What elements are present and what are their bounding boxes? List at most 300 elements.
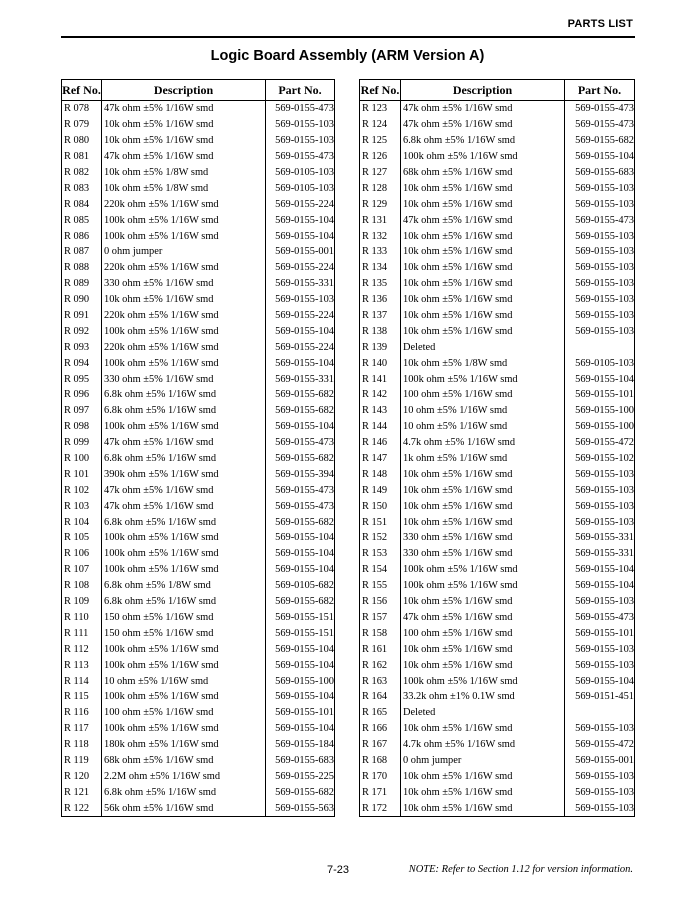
table-row xyxy=(360,721,635,737)
ref-cell: R 098 xyxy=(62,419,102,435)
description-cell: 220k ohm ±5% 1/16W smd xyxy=(102,339,266,355)
part-number-cell: 569-0155-103 xyxy=(575,468,634,480)
description-cell: 10 ohm ±5% 1/16W smd xyxy=(401,419,565,435)
ref-cell: R 162 xyxy=(360,657,401,673)
description-cell: 10k ohm ±5% 1/16W smd xyxy=(401,260,565,276)
description-cell: 47k ohm ±5% 1/16W smd xyxy=(102,149,266,165)
description-cell: 150 ohm ±5% 1/16W smd xyxy=(102,625,266,641)
part-number-cell: 569-0155-001 xyxy=(575,754,634,766)
table-row xyxy=(360,784,635,800)
part-number-cell: 569-0155-104 xyxy=(575,580,634,592)
description-cell: 100k ohm ±5% 1/16W smd xyxy=(102,530,266,546)
part-number-cell: 569-0105-103 xyxy=(275,182,334,194)
table-row xyxy=(62,165,335,181)
ref-cell: R 123 xyxy=(360,101,401,117)
description-cell: 150 ohm ±5% 1/16W smd xyxy=(102,610,266,626)
description-cell: 6.8k ohm ±5% 1/16W smd xyxy=(102,594,266,610)
col-header-part: Part No. xyxy=(266,80,335,101)
table-row xyxy=(360,101,635,117)
ref-cell: R 124 xyxy=(360,117,401,133)
table-row xyxy=(62,737,335,753)
part-number-cell: 569-0155-104 xyxy=(275,548,334,560)
description-cell: 10k ohm ±5% 1/16W smd xyxy=(401,276,565,292)
part-number-cell: 569-0155-563 xyxy=(275,802,334,814)
ref-cell: R 118 xyxy=(62,737,102,753)
description-cell: 220k ohm ±5% 1/16W smd xyxy=(102,308,266,324)
description-cell: 100k ohm ±5% 1/16W smd xyxy=(401,371,565,387)
part-number-cell: 569-0155-103 xyxy=(575,310,634,322)
description-cell: 220k ohm ±5% 1/16W smd xyxy=(102,196,266,212)
ref-cell: R 082 xyxy=(62,165,102,181)
part-number-cell: 569-0155-473 xyxy=(575,611,634,623)
ref-cell: R 161 xyxy=(360,641,401,657)
description-cell: 10k ohm ±5% 1/16W smd xyxy=(401,514,565,530)
part-number-cell: 569-0155-100 xyxy=(575,405,634,417)
description-cell: 10k ohm ±5% 1/16W smd xyxy=(401,466,565,482)
ref-cell: R 092 xyxy=(62,323,102,339)
table-row xyxy=(360,673,635,689)
description-cell: 10k ohm ±5% 1/16W smd xyxy=(401,180,565,196)
description-cell: 0 ohm jumper xyxy=(102,244,266,260)
table-row xyxy=(62,768,335,784)
description-cell: 47k ohm ±5% 1/16W smd xyxy=(102,482,266,498)
part-number-cell: 569-0155-104 xyxy=(575,675,634,687)
table-row xyxy=(62,689,335,705)
description-cell: 47k ohm ±5% 1/16W smd xyxy=(401,212,565,228)
description-cell: 68k ohm ±5% 1/16W smd xyxy=(102,753,266,769)
ref-cell: R 089 xyxy=(62,276,102,292)
ref-cell: R 117 xyxy=(62,721,102,737)
table-row xyxy=(62,482,335,498)
table-row xyxy=(62,403,335,419)
ref-cell: R 086 xyxy=(62,228,102,244)
description-cell: 330 ohm ±5% 1/16W smd xyxy=(401,530,565,546)
description-cell: 100k ohm ±5% 1/16W smd xyxy=(102,546,266,562)
part-number-cell: 569-0155-184 xyxy=(275,739,334,751)
part-number-cell: 569-0155-104 xyxy=(575,564,634,576)
table-row xyxy=(62,721,335,737)
table-row xyxy=(62,514,335,530)
table-row xyxy=(360,228,635,244)
table-row xyxy=(360,482,635,498)
table-row xyxy=(360,689,635,705)
table-row xyxy=(62,657,335,673)
description-cell: 6.8k ohm ±5% 1/16W smd xyxy=(401,133,565,149)
part-number-cell: 569-0155-104 xyxy=(275,357,334,369)
table-row xyxy=(62,371,335,387)
ref-cell: R 156 xyxy=(360,594,401,610)
table-row xyxy=(62,578,335,594)
part-number-cell: 569-0155-151 xyxy=(275,627,334,639)
part-number-cell: 569-0155-100 xyxy=(275,675,334,687)
ref-cell: R 113 xyxy=(62,657,102,673)
page-number: 7-23 xyxy=(327,864,350,876)
table-row xyxy=(62,641,335,657)
ref-cell: R 146 xyxy=(360,435,401,451)
ref-cell: R 152 xyxy=(360,530,401,546)
part-number-cell: 569-0155-101 xyxy=(575,389,634,401)
description-cell: 100k ohm ±5% 1/16W smd xyxy=(102,228,266,244)
description-cell: 100k ohm ±5% 1/16W smd xyxy=(102,657,266,673)
ref-cell: R 153 xyxy=(360,546,401,562)
ref-cell: R 149 xyxy=(360,482,401,498)
description-cell: 100k ohm ±5% 1/16W smd xyxy=(102,689,266,705)
description-cell: 56k ohm ±5% 1/16W smd xyxy=(102,800,266,816)
description-cell: 47k ohm ±5% 1/16W smd xyxy=(102,101,266,117)
table-row xyxy=(62,753,335,769)
footer-note: NOTE: Refer to Section 1.12 for version information. xyxy=(408,864,633,875)
table-row xyxy=(62,180,335,196)
part-number-cell xyxy=(565,339,635,355)
description-cell: 10k ohm ±5% 1/16W smd xyxy=(401,800,565,816)
description-cell: 33.2k ohm ±1% 0.1W smd xyxy=(401,689,565,705)
ref-cell: R 079 xyxy=(62,117,102,133)
table-row xyxy=(62,466,335,482)
description-cell: Deleted xyxy=(401,705,565,721)
part-number-cell: 569-0155-001 xyxy=(275,246,334,258)
col-header-description: Description xyxy=(102,80,266,101)
ref-cell: R 136 xyxy=(360,292,401,308)
ref-cell: R 090 xyxy=(62,292,102,308)
description-cell: 10k ohm ±5% 1/16W smd xyxy=(102,133,266,149)
ref-cell: R 155 xyxy=(360,578,401,594)
ref-cell: R 101 xyxy=(62,466,102,482)
table-row xyxy=(360,610,635,626)
ref-cell: R 148 xyxy=(360,466,401,482)
table-row xyxy=(62,530,335,546)
section-header: PARTS LIST xyxy=(567,18,633,30)
description-cell: 10k ohm ±5% 1/16W smd xyxy=(401,784,565,800)
part-number-cell: 569-0155-472 xyxy=(575,437,634,449)
part-number-cell: 569-0155-472 xyxy=(575,739,634,751)
description-cell: 10k ohm ±5% 1/8W smd xyxy=(102,180,266,196)
table-row xyxy=(62,101,335,117)
ref-cell: R 094 xyxy=(62,355,102,371)
ref-cell: R 139 xyxy=(360,339,401,355)
table-row xyxy=(360,753,635,769)
table-row xyxy=(360,657,635,673)
ref-cell: R 133 xyxy=(360,244,401,260)
right-table-body xyxy=(360,101,635,817)
part-number-cell: 569-0155-473 xyxy=(275,151,334,163)
table-row xyxy=(360,308,635,324)
table-row xyxy=(360,514,635,530)
table-row xyxy=(360,546,635,562)
ref-cell: R 151 xyxy=(360,514,401,530)
part-number-cell: 569-0155-683 xyxy=(575,167,634,178)
part-number-cell: 569-0155-224 xyxy=(275,198,334,210)
description-cell: 10k ohm ±5% 1/16W smd xyxy=(401,196,565,212)
part-number-cell: 569-0155-104 xyxy=(275,230,334,242)
part-number-cell: 569-0155-103 xyxy=(575,770,634,782)
page-title: Logic Board Assembly (ARM Version A) xyxy=(210,48,485,64)
ref-cell: R 157 xyxy=(360,610,401,626)
ref-cell: R 132 xyxy=(360,228,401,244)
table-row xyxy=(360,244,635,260)
part-number-cell: 569-0155-103 xyxy=(575,786,634,798)
table-row xyxy=(62,800,335,816)
part-number-cell: 569-0151-451 xyxy=(575,691,634,703)
table-row xyxy=(62,196,335,212)
description-cell: 330 ohm ±5% 1/16W smd xyxy=(102,276,266,292)
part-number-cell: 569-0155-473 xyxy=(575,214,634,226)
description-cell: 47k ohm ±5% 1/16W smd xyxy=(102,435,266,451)
ref-cell: R 116 xyxy=(62,705,102,721)
part-number-cell: 569-0155-103 xyxy=(575,198,634,210)
table-row xyxy=(62,419,335,435)
part-number-cell: 569-0155-103 xyxy=(575,596,634,608)
header-rule xyxy=(61,36,635,38)
ref-cell: R 115 xyxy=(62,689,102,705)
part-number-cell: 569-0155-103 xyxy=(275,119,334,131)
part-number-cell: 569-0155-103 xyxy=(575,262,634,274)
ref-cell: R 085 xyxy=(62,212,102,228)
description-cell: 10k ohm ±5% 1/16W smd xyxy=(102,292,266,308)
part-number-cell: 569-0105-103 xyxy=(275,167,334,178)
description-cell: 47k ohm ±5% 1/16W smd xyxy=(401,101,565,117)
table-row xyxy=(360,133,635,149)
description-cell: 10k ohm ±5% 1/8W smd xyxy=(102,165,266,181)
table-row xyxy=(62,451,335,467)
description-cell: 10k ohm ±5% 1/16W smd xyxy=(401,228,565,244)
table-header-row xyxy=(62,80,335,101)
description-cell: 100 ohm ±5% 1/16W smd xyxy=(401,625,565,641)
table-row xyxy=(62,673,335,689)
ref-cell: R 097 xyxy=(62,403,102,419)
part-number-cell: 569-0155-682 xyxy=(275,786,334,798)
description-cell: 4.7k ohm ±5% 1/16W smd xyxy=(401,435,565,451)
ref-cell: R 081 xyxy=(62,149,102,165)
part-number-cell: 569-0155-101 xyxy=(275,707,334,719)
table-row xyxy=(62,784,335,800)
description-cell: 330 ohm ±5% 1/16W smd xyxy=(401,546,565,562)
table-row xyxy=(62,498,335,514)
part-number-cell: 569-0155-103 xyxy=(275,135,334,147)
part-number-cell: 569-0155-473 xyxy=(275,484,334,496)
part-number-cell: 569-0155-104 xyxy=(275,421,334,433)
parts-table-right xyxy=(359,79,635,817)
description-cell: 10k ohm ±5% 1/16W smd xyxy=(102,117,266,133)
table-row xyxy=(360,578,635,594)
description-cell: 4.7k ohm ±5% 1/16W smd xyxy=(401,737,565,753)
description-cell: 10k ohm ±5% 1/16W smd xyxy=(401,768,565,784)
part-number-cell: 569-0155-103 xyxy=(575,246,634,258)
ref-cell: R 165 xyxy=(360,705,401,721)
table-row xyxy=(360,149,635,165)
description-cell: 100k ohm ±5% 1/16W smd xyxy=(102,323,266,339)
ref-cell: R 083 xyxy=(62,180,102,196)
description-cell: 1k ohm ±5% 1/16W smd xyxy=(401,451,565,467)
table-row xyxy=(62,117,335,133)
table-row xyxy=(360,165,635,181)
table-row xyxy=(360,451,635,467)
table-row xyxy=(360,276,635,292)
description-cell: 6.8k ohm ±5% 1/16W smd xyxy=(102,784,266,800)
table-row xyxy=(360,371,635,387)
part-number-cell: 569-0155-682 xyxy=(575,135,634,147)
description-cell: 6.8k ohm ±5% 1/16W smd xyxy=(102,403,266,419)
table-row xyxy=(360,196,635,212)
part-number-cell: 569-0105-103 xyxy=(575,357,634,369)
ref-cell: R 142 xyxy=(360,387,401,403)
ref-cell: R 129 xyxy=(360,196,401,212)
table-row xyxy=(360,800,635,816)
ref-cell: R 131 xyxy=(360,212,401,228)
part-number-cell: 569-0155-102 xyxy=(575,453,634,465)
left-table-body xyxy=(62,101,335,817)
description-cell: 220k ohm ±5% 1/16W smd xyxy=(102,260,266,276)
ref-cell: R 141 xyxy=(360,371,401,387)
table-row xyxy=(360,212,635,228)
table-row xyxy=(62,594,335,610)
description-cell: 100k ohm ±5% 1/16W smd xyxy=(401,673,565,689)
description-cell: 100k ohm ±5% 1/16W smd xyxy=(102,641,266,657)
ref-cell: R 084 xyxy=(62,196,102,212)
part-number-cell: 569-0155-103 xyxy=(575,723,634,735)
part-number-cell: 569-0155-331 xyxy=(575,532,634,544)
table-row xyxy=(62,705,335,721)
ref-cell: R 170 xyxy=(360,768,401,784)
ref-cell: R 164 xyxy=(360,689,401,705)
description-cell: 100k ohm ±5% 1/16W smd xyxy=(401,149,565,165)
table-row xyxy=(360,705,635,721)
ref-cell: R 102 xyxy=(62,482,102,498)
part-number-cell xyxy=(565,705,635,721)
ref-cell: R 122 xyxy=(62,800,102,816)
part-number-cell: 569-0155-103 xyxy=(575,802,634,814)
description-cell: 47k ohm ±5% 1/16W smd xyxy=(401,117,565,133)
ref-cell: R 147 xyxy=(360,451,401,467)
part-number-cell: 569-0155-473 xyxy=(575,119,634,131)
ref-cell: R 112 xyxy=(62,641,102,657)
ref-cell: R 121 xyxy=(62,784,102,800)
part-number-cell: 569-0155-473 xyxy=(275,500,334,512)
description-cell: 6.8k ohm ±5% 1/8W smd xyxy=(102,578,266,594)
ref-cell: R 105 xyxy=(62,530,102,546)
ref-cell: R 144 xyxy=(360,419,401,435)
part-number-cell: 569-0155-104 xyxy=(275,214,334,226)
ref-cell: R 125 xyxy=(360,133,401,149)
table-row xyxy=(62,625,335,641)
part-number-cell: 569-0155-682 xyxy=(275,596,334,608)
part-number-cell: 569-0155-151 xyxy=(275,611,334,623)
table-row xyxy=(360,403,635,419)
description-cell: 68k ohm ±5% 1/16W smd xyxy=(401,165,565,181)
ref-cell: R 096 xyxy=(62,387,102,403)
part-number-cell: 569-0155-683 xyxy=(275,754,334,766)
part-number-cell: 569-0155-103 xyxy=(575,230,634,242)
part-number-cell: 569-0155-101 xyxy=(575,627,634,639)
table-row xyxy=(62,546,335,562)
description-cell: 100k ohm ±5% 1/16W smd xyxy=(102,419,266,435)
ref-cell: R 158 xyxy=(360,625,401,641)
part-number-cell: 569-0155-104 xyxy=(275,691,334,703)
part-number-cell: 569-0155-103 xyxy=(575,500,634,512)
description-cell: 47k ohm ±5% 1/16W smd xyxy=(102,498,266,514)
ref-cell: R 140 xyxy=(360,355,401,371)
part-number-cell: 569-0155-224 xyxy=(275,310,334,322)
ref-cell: R 120 xyxy=(62,768,102,784)
description-cell: 10k ohm ±5% 1/16W smd xyxy=(401,721,565,737)
table-row xyxy=(62,355,335,371)
col-header-ref: Ref No. xyxy=(62,80,102,101)
table-row xyxy=(360,466,635,482)
description-cell: 100k ohm ±5% 1/16W smd xyxy=(102,562,266,578)
ref-cell: R 111 xyxy=(62,625,102,641)
description-cell: 100 ohm ±5% 1/16W smd xyxy=(401,387,565,403)
part-number-cell: 569-0155-224 xyxy=(275,341,334,353)
part-number-cell: 569-0155-103 xyxy=(275,294,334,306)
part-number-cell: 569-0155-103 xyxy=(575,278,634,290)
ref-cell: R 167 xyxy=(360,737,401,753)
ref-cell: R 168 xyxy=(360,753,401,769)
part-number-cell: 569-0155-104 xyxy=(275,532,334,544)
table-row xyxy=(62,212,335,228)
part-number-cell: 569-0155-104 xyxy=(275,564,334,576)
description-cell: 10 ohm ±5% 1/16W smd xyxy=(102,673,266,689)
table-row xyxy=(62,292,335,308)
table-row xyxy=(360,435,635,451)
ref-cell: R 080 xyxy=(62,133,102,149)
ref-cell: R 091 xyxy=(62,308,102,324)
ref-cell: R 078 xyxy=(62,101,102,117)
table-row xyxy=(360,594,635,610)
table-row xyxy=(360,498,635,514)
table-row xyxy=(62,244,335,260)
ref-cell: R 128 xyxy=(360,180,401,196)
part-number-cell: 569-0155-224 xyxy=(275,262,334,274)
description-cell: 180k ohm ±5% 1/16W smd xyxy=(102,737,266,753)
table-row xyxy=(360,419,635,435)
part-number-cell: 569-0155-104 xyxy=(575,373,634,385)
table-row xyxy=(360,737,635,753)
ref-cell: R 104 xyxy=(62,514,102,530)
description-cell: 47k ohm ±5% 1/16W smd xyxy=(401,610,565,626)
ref-cell: R 093 xyxy=(62,339,102,355)
description-cell: 10 ohm ±5% 1/16W smd xyxy=(401,403,565,419)
part-number-cell: 569-0155-104 xyxy=(275,643,334,655)
description-cell: 330 ohm ±5% 1/16W smd xyxy=(102,371,266,387)
table-row xyxy=(360,292,635,308)
table-row xyxy=(360,323,635,339)
parts-table-left xyxy=(61,79,335,817)
col-header-part: Part No. xyxy=(565,80,635,101)
ref-cell: R 135 xyxy=(360,276,401,292)
part-number-cell: 569-0155-682 xyxy=(275,389,334,401)
ref-cell: R 143 xyxy=(360,403,401,419)
part-number-cell: 569-0155-103 xyxy=(575,516,634,528)
description-cell: 6.8k ohm ±5% 1/16W smd xyxy=(102,387,266,403)
description-cell: 100k ohm ±5% 1/16W smd xyxy=(401,562,565,578)
description-cell: 6.8k ohm ±5% 1/16W smd xyxy=(102,514,266,530)
ref-cell: R 126 xyxy=(360,149,401,165)
table-row xyxy=(360,339,635,355)
description-cell: 10k ohm ±5% 1/16W smd xyxy=(401,657,565,673)
table-row xyxy=(360,641,635,657)
part-number-cell: 569-0155-100 xyxy=(575,421,634,433)
description-cell: 390k ohm ±5% 1/16W smd xyxy=(102,466,266,482)
ref-cell: R 119 xyxy=(62,753,102,769)
description-cell: 100k ohm ±5% 1/16W smd xyxy=(102,212,266,228)
ref-cell: R 166 xyxy=(360,721,401,737)
ref-cell: R 127 xyxy=(360,165,401,181)
table-row xyxy=(62,387,335,403)
description-cell: 10k ohm ±5% 1/16W smd xyxy=(401,641,565,657)
table-row xyxy=(62,339,335,355)
table-row xyxy=(360,117,635,133)
ref-cell: R 088 xyxy=(62,260,102,276)
part-number-cell: 569-0105-682 xyxy=(275,580,334,592)
